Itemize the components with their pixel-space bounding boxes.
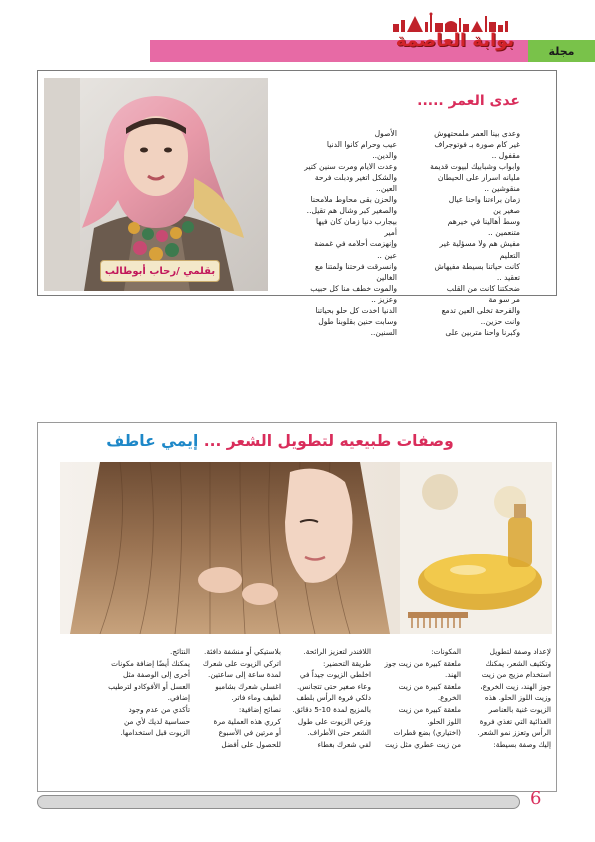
- poem-line: الدنيا اخدت كل حلو بحياتنا: [315, 305, 397, 315]
- recipe-line: لفي شعرك بغطاء: [317, 739, 371, 749]
- poem-line: والموت خطف منا كل حبيب: [310, 283, 397, 293]
- recipe-author: إيمي عاطف: [106, 432, 199, 450]
- poem-line: وانسرقت فرحتنا ولمتنا مع: [315, 261, 397, 271]
- poem-line: وسابت حنين بقلوبنا طول: [318, 316, 397, 326]
- poem-line: السنين..: [370, 327, 397, 337]
- poem-line: العين..: [376, 184, 397, 194]
- poem-column-2: [282, 128, 397, 338]
- recipe-line: جوز الهند، زيت الخروع،: [480, 681, 551, 691]
- section-label-box: [528, 40, 595, 62]
- poem-line: الغالين: [376, 272, 397, 282]
- recipe-line: لإعداد وصفة لتطويل: [489, 647, 551, 656]
- recipe-line: الخروع.: [437, 693, 461, 703]
- oils-photo: [400, 462, 552, 634]
- poem-line: والدين..: [372, 151, 397, 161]
- recipe-line: الغذائية التي تغذي فروة: [479, 716, 551, 726]
- recipe-line: نصائح إضافية:: [238, 704, 281, 714]
- recipe-line: إضافي.: [167, 693, 190, 703]
- recipe-line: استخدام مزيج من زيت: [481, 670, 551, 680]
- poem-line: وكبرنا واحنا متربين على: [445, 327, 520, 337]
- recipe-line: كرري هذه العملية مرة: [213, 716, 281, 726]
- poem-line: وعدت الايام ومرت سنين كتير: [304, 162, 397, 172]
- recipe-line: دلكي فروة الرأس بلطف: [296, 693, 371, 703]
- poem-line: الأصول: [374, 129, 397, 138]
- poem-line: مقفول ..: [491, 151, 520, 161]
- recipe-line: اخلطي الزيوت جيداً في: [299, 670, 371, 680]
- poem-line: وإنهزمت أحلامه في غمضة: [314, 239, 397, 249]
- recipe-column-5: [105, 646, 190, 739]
- poem-line: والشكل اتغير ودبلت فرحة: [314, 173, 397, 183]
- recipe-line: الرأس وتعزز نمو الشعر.: [477, 728, 551, 738]
- magazine-logo: [385, 12, 525, 58]
- recipe-line: النتائج.: [170, 647, 190, 656]
- poem-line: وابواب وشبابيك لبيوت قديمة: [430, 162, 520, 172]
- poem-line: وسط أهالينا في خيرهم: [447, 217, 520, 227]
- poem-line: بيجارب دنيا زمان كان فيها: [315, 217, 397, 227]
- recipe-line: حساسية لديك لأي من: [124, 716, 190, 726]
- recipe-line: يمكنك أيضًا إضافة مكونات: [111, 658, 190, 668]
- poem-line: وانت حزين..: [480, 316, 520, 326]
- logo-wordmark: بوابة العاصمة: [395, 30, 515, 51]
- recipe-line: اغسلي شعرك بشامبو: [215, 681, 281, 691]
- poem-line: مفيش هم ولا مسؤلية غير: [439, 239, 520, 249]
- recipe-line: للحصول على أفضل: [221, 739, 281, 749]
- poem-line: التعليم: [499, 250, 520, 260]
- recipe-line: ملعقة كبيرة من زيت: [398, 681, 461, 691]
- recipe-line: (اختياري) بضع قطرات: [393, 728, 461, 738]
- recipe-line: اللافندر لتعزيز الرائحة.: [303, 647, 371, 656]
- recipe-line: وعاء صغير حتى تتجانس.: [296, 681, 371, 691]
- poem-line: مر سو مة: [488, 294, 520, 304]
- recipe-line: الهند.: [445, 670, 461, 680]
- recipe-line: إليك وصفة بسيطة:: [493, 739, 551, 749]
- poem-line: والفرحة تخلى العين تدمع: [441, 305, 520, 315]
- poem-title: عدى العمر .....: [417, 93, 520, 109]
- recipe-line: الزيوت غنية بالعناصر: [488, 704, 551, 714]
- author-signature: بقلمي /رحاب أبوطالب: [100, 260, 220, 282]
- recipe-line: تأكدي من عدم وجود: [128, 704, 190, 714]
- poem-line: غير كام صورة بـ فوتوجراف: [434, 140, 520, 150]
- poem-line: عيب وحرام كانوا الدنيا: [326, 140, 397, 150]
- recipe-line: طريقة التحضير:: [323, 658, 371, 668]
- poem-line: والصغير كبر وشال هم تقيل..: [306, 206, 397, 216]
- recipe-line: المكونات:: [431, 647, 461, 656]
- recipe-line: ملعقة كبيرة من زيت جوز: [384, 658, 461, 668]
- recipe-column-2: [376, 646, 461, 750]
- poem-line: كانت حياتنا بسيطة مفيهاش: [434, 261, 520, 271]
- recipe-title: [60, 432, 500, 450]
- skyline-icon: [385, 12, 525, 32]
- poem-line: وعدى بينا العمر ملمحتهوش: [434, 129, 520, 138]
- recipe-line: العسل أو الأفوكادو لترطيب: [108, 681, 190, 691]
- poem-line: والحزن بقى محاوط ملامحنا: [310, 195, 397, 205]
- recipe-line: لمدة ساعة إلى ساعتين.: [208, 670, 281, 680]
- recipe-line: وتكثيف الشعر، يمكنك: [485, 658, 551, 668]
- poem-line: أمير: [384, 228, 397, 238]
- poem-column-1: [405, 128, 520, 338]
- poem-line: صغير ين: [493, 206, 520, 216]
- poem-line: عين ..: [377, 250, 397, 260]
- long-hair-photo: [60, 462, 400, 634]
- recipe-line: ملعقة كبيرة من زيت: [398, 704, 461, 714]
- recipe-column-4: [196, 646, 281, 750]
- recipe-line: الشعر حتى الأطراف.: [307, 728, 371, 738]
- poem-line: منقوشين ..: [484, 184, 520, 194]
- section-label: مجلة: [548, 44, 575, 58]
- poem-line: تعقيد ..: [496, 272, 520, 282]
- magazine-header: [0, 0, 595, 70]
- recipe-line: بالمزيج لمدة 10-5 دقائق.: [292, 704, 371, 714]
- poem-line: وعزيز ..: [371, 294, 397, 304]
- recipe-line: أخرى إلى الوصفة مثل: [122, 670, 190, 680]
- recipe-column-1: [466, 646, 551, 750]
- recipe-line: وزعي الزيوت على طول: [297, 716, 371, 726]
- page-number: 6: [530, 788, 542, 809]
- poem-line: ضحكتنا كانت من القلب: [446, 283, 520, 293]
- recipe-line: بلاستيكي أو منشفة دافئة.: [204, 647, 281, 656]
- recipe-line: اتركي الزيوت على شعرك: [202, 658, 281, 668]
- recipe-line: لطيف وماء فاتر.: [231, 693, 281, 703]
- recipe-line: وزيت اللوز الحلو. هذه: [484, 693, 551, 703]
- poem-line: مليانه اسرار على الحيطان: [437, 173, 520, 183]
- recipe-line: اللوز الحلو.: [427, 716, 461, 726]
- recipe-line: من زيت عطري مثل زيت: [385, 739, 461, 749]
- recipe-line: الزيوت قبل استخدامها.: [120, 728, 190, 738]
- poem-line: متنعمين ..: [487, 228, 520, 238]
- footer-bar: [37, 795, 520, 809]
- poem-line: زمان براءتنا واحنا عيال: [448, 195, 520, 205]
- recipe-headline: وصفات طبيعيه لتطويل الشعر ...: [203, 432, 454, 450]
- recipe-line: أو مرتين في الأسبوع: [218, 728, 281, 738]
- recipe-column-3: [286, 646, 371, 750]
